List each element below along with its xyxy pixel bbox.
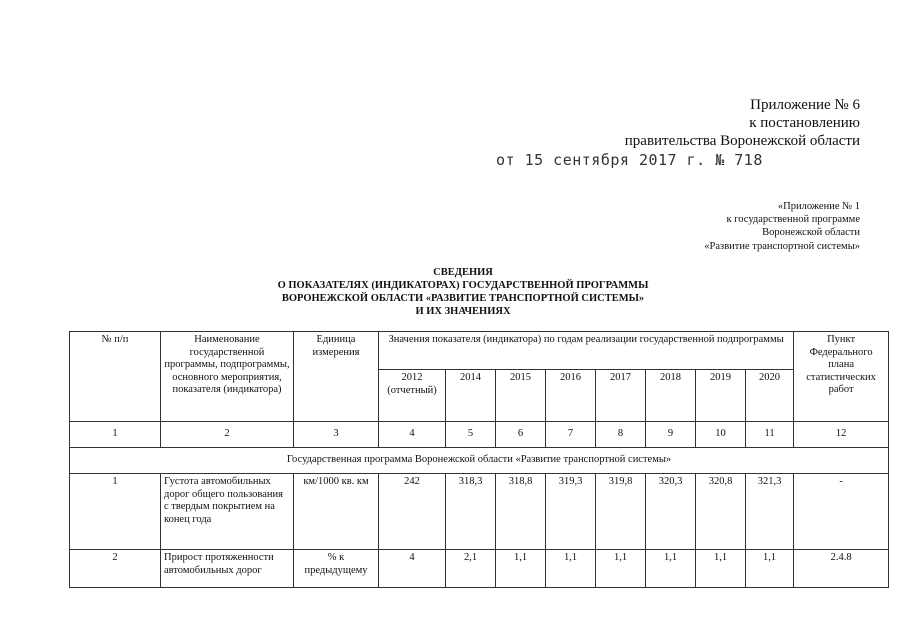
title-line4: И ИХ ЗНАЧЕНИЯХ <box>415 306 511 317</box>
row-num: 1 <box>70 474 161 550</box>
row-value: 320,3 <box>646 474 696 550</box>
header-year: 2012 (отчетный) <box>379 370 446 422</box>
header-year: 2020 <box>746 370 794 422</box>
table-row <box>70 474 889 550</box>
title-line2: О ПОКАЗАТЕЛЯХ (ИНДИКАТОРАХ) ГОСУДАРСТВЕННОЙ ПРОГРАММЫ <box>277 280 649 291</box>
indicators-table <box>69 331 889 588</box>
row-value: 1,1 <box>496 550 546 588</box>
annex-sub-line4: «Развитие транспортной системы» <box>704 240 860 252</box>
title-line1: СВЕДЕНИЯ <box>433 267 493 278</box>
column-number: 6 <box>496 422 546 448</box>
title-line3: ВОРОНЕЖСКОЙ ОБЛАСТИ «РАЗВИТИЕ ТРАНСПОРТНОЙ СИСТЕМЫ» <box>281 293 645 304</box>
column-number: 2 <box>161 422 294 448</box>
row-name: Густота автомобильных дорог общего пользования с твердым покрытием на конец года <box>161 474 294 550</box>
row-value: 320,8 <box>696 474 746 550</box>
row-value: 321,3 <box>746 474 794 550</box>
row-value: 4 <box>379 550 446 588</box>
row-value: 1,1 <box>546 550 596 588</box>
annex-sub-line2: к государственной программе <box>726 214 860 226</box>
column-number: 11 <box>746 422 794 448</box>
header-year: 2019 <box>696 370 746 422</box>
header-fpsr: Пункт Федерального плана статистических работ <box>794 332 889 422</box>
annex-sub-line3: Воронежской области <box>762 227 860 239</box>
column-number: 1 <box>70 422 161 448</box>
annex-main-line3: правительства Воронежской области <box>624 133 860 149</box>
row-value: 242 <box>379 474 446 550</box>
annex-sub-header <box>704 200 860 253</box>
column-number: 4 <box>379 422 446 448</box>
column-number: 3 <box>294 422 379 448</box>
header-year: 2016 <box>546 370 596 422</box>
row-value: 1,1 <box>746 550 794 588</box>
column-number: 9 <box>646 422 696 448</box>
header-unit: Единица измерения <box>294 332 379 422</box>
header-year: 2014 <box>446 370 496 422</box>
row-value: 318,8 <box>496 474 546 550</box>
row-unit: % к предыдущему <box>294 550 379 588</box>
section-row <box>70 448 889 474</box>
column-number: 7 <box>546 422 596 448</box>
row-name: Прирост протяженности автомобильных дорог <box>161 550 294 588</box>
table-row <box>70 550 889 588</box>
row-fpsr: 2.4.8 <box>794 550 889 588</box>
row-unit: км/1000 кв. км <box>294 474 379 550</box>
header-year: 2018 <box>646 370 696 422</box>
section-title: Государственная программа Воронежской области «Развитие транспортной системы» <box>70 448 889 474</box>
row-value: 319,8 <box>596 474 646 550</box>
column-number: 12 <box>794 422 889 448</box>
column-number: 8 <box>596 422 646 448</box>
header-year: 2015 <box>496 370 546 422</box>
header-row-1 <box>70 332 889 370</box>
row-value: 1,1 <box>696 550 746 588</box>
column-numbers-row <box>70 422 889 448</box>
column-number: 5 <box>446 422 496 448</box>
row-value: 1,1 <box>646 550 696 588</box>
row-value: 319,3 <box>546 474 596 550</box>
row-value: 2,1 <box>446 550 496 588</box>
annex-sub-line1: «Приложение № 1 <box>777 201 860 212</box>
document-title <box>230 266 696 318</box>
annex-main-line2: к постановлению <box>749 115 860 131</box>
annex-main-line1: Приложение № 6 <box>750 97 860 113</box>
annex-main-header <box>625 96 860 150</box>
column-number: 10 <box>696 422 746 448</box>
header-year: 2017 <box>596 370 646 422</box>
header-name: Наименование государственной программы, подпрограммы, основного мероприятия, показателя (индикатора) <box>161 332 294 422</box>
header-values: Значения показателя (индикатора) по годам реализации государственной подпрограммы <box>379 332 794 370</box>
header-num: № п/п <box>70 332 161 422</box>
date-stamp: от 15 сентября 2017 г. № 718 <box>496 151 763 169</box>
row-value: 318,3 <box>446 474 496 550</box>
row-fpsr: - <box>794 474 889 550</box>
row-num: 2 <box>70 550 161 588</box>
row-value: 1,1 <box>596 550 646 588</box>
